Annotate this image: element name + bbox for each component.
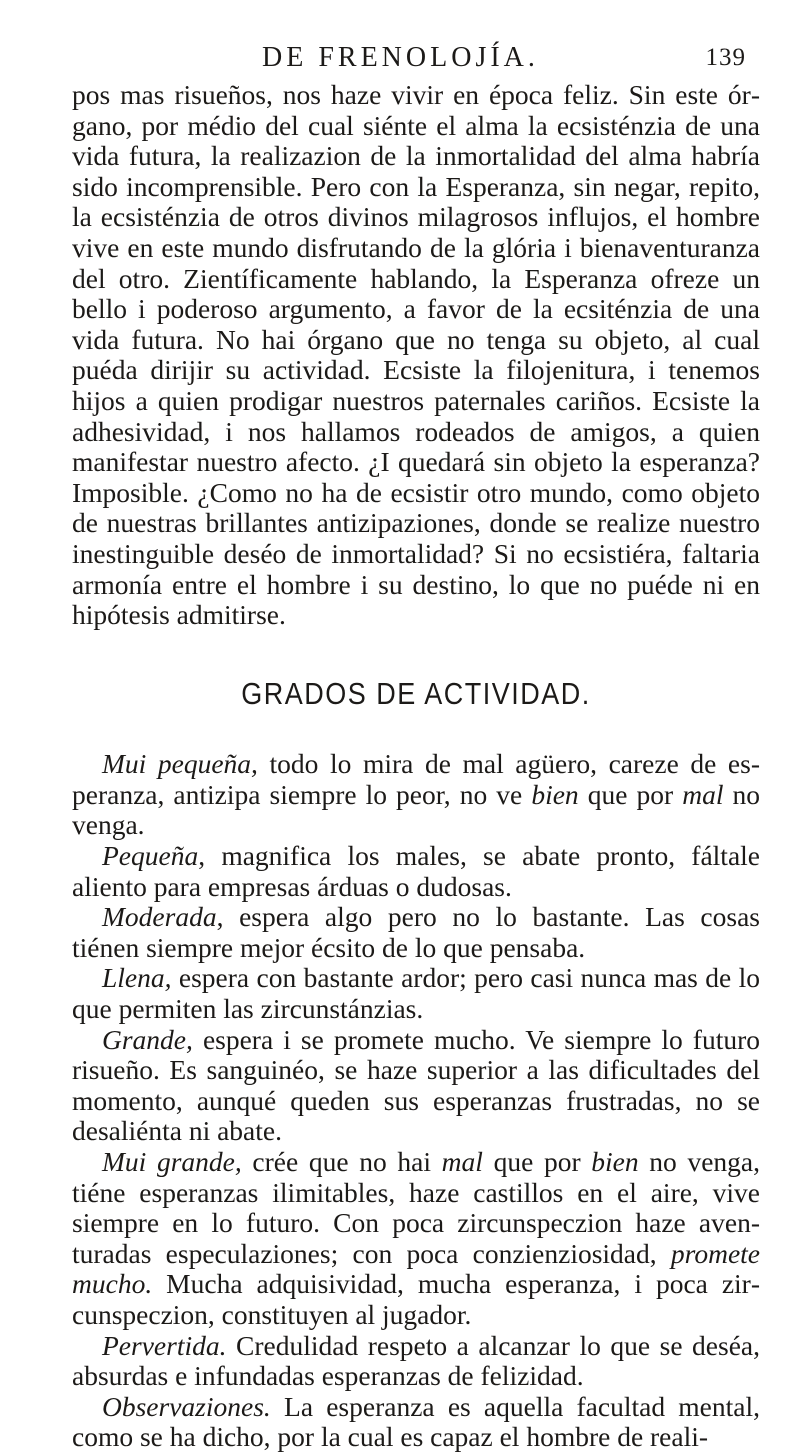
intro-paragraph: pos mas risueños, nos haze vivir en época feliz. Sin este órgano, por médio del cual siénte el alma la ecsisténzia de una vida futura, la realizazion de la inmortalidad del alma habría sido incomprensible. Pero con la Esperanza, sin negar, repito, la ecsisténzia de otros divinos milagrosos influjos, el hombre vive en este mundo disfrutando de la glória i bienaventuranza del otro. Zientíficamente hablando, la Esperanza ofreze un bello i poderoso argumento, a favor de la ecsiténzia de una vida futura. No hai órgano que no tenga su objeto, al cual puéda dirijir su actividad. Ecsiste la filojenitura, i tenemos hijos a quien prodigar nuestros paternales cariños. Ecsiste la adhesividad, i nos hallamos rodeados de amigos, a quien manifestar nuestro afecto. ¿I quedará sin objeto la esperanza? Imposible. ¿Como no ha de ecsistir otro mundo, como objeto de nuestras brillantes antizipaziones, donde se realize nuestro inestinguible deséo de inmortalidad? Si no ecsistiéra, faltaria armonía entre el hombre i su destino, lo que no puéde ni en hipótesis admitirse. [72, 79, 760, 631]
emphasis: mal [682, 778, 724, 810]
text-run: , magnifica los males, se abate pronto, fáltale aliento para empresas árduas o dudosas. [72, 840, 760, 902]
grade-term: Mui pequeña, [102, 748, 258, 780]
emphasis: promete mucho. [72, 1237, 760, 1300]
grade-paragraph [72, 1147, 760, 1331]
emphasis: mal [441, 1146, 483, 1177]
emphasis: bien [531, 778, 579, 810]
text-run: Mucha adquisividad, mucha esperanza, i poca zircunspeczion, constituyen al jugador. [72, 1268, 760, 1330]
text-run: todo lo mira de mal agüero, careze de esperanza, antizipa siempre lo peor, no ve [72, 748, 760, 810]
text-run: crée que no hai [241, 1146, 442, 1177]
text-run: La esperanza es aquella facultad mental, como se ha dicho, por la cual es capaz el hombre de reali- [72, 1390, 760, 1453]
grade-paragraph [72, 1025, 760, 1147]
grade-term: Grande, [102, 1023, 193, 1055]
grade-term: Pequeña [102, 840, 199, 872]
grade-paragraph [72, 963, 760, 1024]
grade-paragraph [72, 841, 760, 902]
grades-list [72, 749, 760, 1453]
text-run: espera con bastante ardor; pero casi nunca mas de lo que permiten las zircunstánzias. [72, 962, 760, 1025]
text-run: no venga. [72, 778, 761, 841]
grade-term: Observaziones. [102, 1390, 271, 1422]
grade-term: Pervertida. [102, 1329, 227, 1361]
text-run: , espera algo pero no lo bastante. Las cosas tiénen siempre mejor écsito de lo que pensaba. [72, 901, 760, 963]
section-heading: GRADOS DE ACTIVIDAD. [241, 676, 591, 711]
emphasis: bien [591, 1146, 639, 1177]
grade-description [72, 962, 760, 1024]
text-run: Credulidad respeto a alcanzar lo que se deséa, absurdas e infundadas esperanzas de felizidad. [72, 1329, 760, 1392]
body-text [72, 80, 760, 1453]
text-run: que por [482, 1146, 592, 1177]
grade-term: Mui grande, [102, 1146, 242, 1177]
grade-paragraph [72, 1331, 760, 1392]
grade-paragraph [72, 1392, 760, 1453]
running-head [72, 28, 760, 80]
grade-term: Moderada [102, 901, 217, 933]
grade-term: Llena, [102, 962, 172, 994]
text-run: que por [578, 778, 683, 810]
running-title: DE FRENOLOJÍA. [262, 42, 539, 73]
text-run: espera i se promete mucho. Ve siempre lo futuro risueño. Es sanguinéo, se haze superior a las dificultades del momento, aunqué queden sus esperanzas frustradas, no se desaliénta ni abate. [72, 1023, 760, 1147]
page-number: 139 [705, 44, 746, 71]
text-run: no venga, tiéne esperanzas ilimitables, haze castillos en el aire, vive siempre en lo futuro. Con poca zircunspeczion haze aventuradas especulaziones; con poca conzienziosidad, [72, 1146, 760, 1269]
grade-paragraph [72, 749, 760, 841]
grade-paragraph [72, 902, 760, 963]
